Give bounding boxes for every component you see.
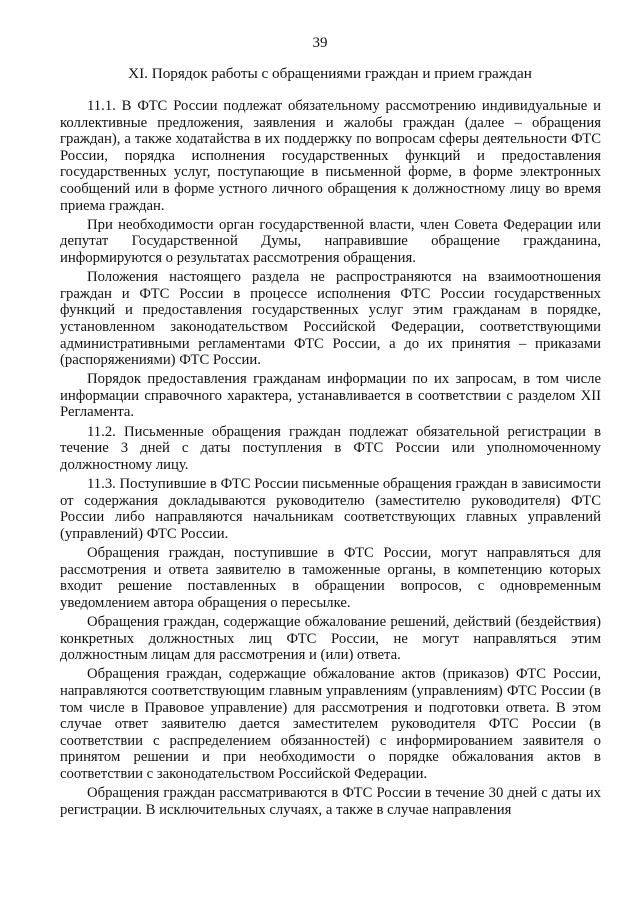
paragraph-11-2: 11.2. Письменные обращения граждан подлежат обязательной регистрации в течение 3 дней с даты поступления в ФТС России или уполномоченному должностному лицу.: [60, 423, 601, 473]
paragraph: Обращения граждан, содержащие обжалование актов (приказов) ФТС России, направляются соответствующим главным управлениям (управлениям) ФТС России (в том числе в Правовое управление) для рассмотрения и подготовки ответа. В этом случае ответ заявителю дается заместителем руководителя ФТС России (в соответствии с распределением обязанностей) с информированием заявителя о принятом решении и при необходимости о порядке обжалования актов в соответствии с законодательством Российской Федерации.: [60, 666, 601, 782]
section-title: XI. Порядок работы с обращениями граждан и прием граждан: [128, 65, 532, 82]
paragraph: Положения настоящего раздела не распространяются на взаимоотношения граждан и ФТС России в процессе исполнения ФТС России государственных функций и предоставления государственных услуг этим гражданам в порядке, установленном законодательством Российской Федерации, соответствующими административными регламентами ФТС России, а до их принятия – приказами (распоряжениями) ФТС России.: [60, 269, 601, 369]
document-body: [60, 98, 601, 821]
paragraph: Обращения граждан, поступившие в ФТС России, могут направляться для рассмотрения и ответа заявителю в таможенные органы, в компетенцию которых входит решение поставленных в обращении вопросов, с одновременным уведомлением автора обращения о пересылке.: [60, 545, 601, 611]
paragraph: Порядок предоставления гражданам информации по их запросам, в том числе информации справочного характера, устанавливается в соответствии с разделом XII Регламента.: [60, 371, 601, 421]
paragraph: Обращения граждан рассматриваются в ФТС России в течение 30 дней с даты их регистрации. В исключительных случаях, а также в случае направления: [60, 785, 601, 818]
paragraph: Обращения граждан, содержащие обжалование решений, действий (бездействия) конкретных должностных лиц ФТС России, не могут направляться этим должностным лицам для рассмотрения и (или) ответа.: [60, 613, 601, 664]
paragraph-11-3: 11.3. Поступившие в ФТС России письменные обращения граждан в зависимости от содержания докладываются руководителю (заместителю руководителя) ФТС России либо направляются начальникам соответствующих главных управлений (управлений) ФТС России.: [60, 476, 601, 542]
page-number: 39: [312, 35, 328, 51]
paragraph-11-1: 11.1. В ФТС России подлежат обязательному рассмотрению индивидуальные и коллективные предложения, заявления и жалобы граждан (далее – обращения граждан), а также ходатайства в их поддержку по вопросам сферы деятельности ФТС России, порядка исполнения государственных функций и предоставления государственных услуг, поступающие в письменной форме, в форме электронных сообщений или в форме устного личного обращения к должностному лицу во время приема граждан.: [60, 98, 601, 214]
paragraph: При необходимости орган государственной власти, член Совета Федерации или депутат Государственной Думы, направившие обращение гражданина, информируются о результатах рассмотрения обращения.: [60, 216, 601, 266]
